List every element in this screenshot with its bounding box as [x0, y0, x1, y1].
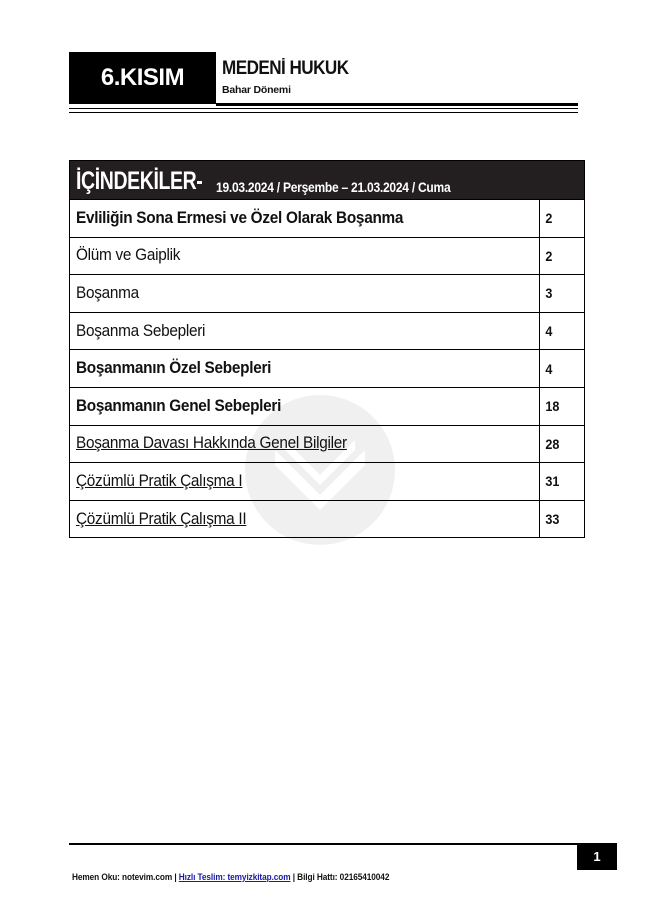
toc-entry-page: 4 [545, 323, 553, 340]
header-rule-thin [69, 112, 578, 113]
table-of-contents [69, 160, 585, 538]
toc-row [69, 238, 585, 276]
toc-entry-label: Boşanma [76, 283, 139, 302]
toc-row[interactable] [69, 501, 585, 539]
footer-rule [69, 843, 617, 845]
header-rule-thick [216, 103, 578, 106]
header-rule-thin [69, 108, 578, 109]
toc-entry-label: Boşanmanın Özel Sebepleri [76, 359, 272, 378]
toc-entry-label: Boşanmanın Genel Sebepleri [76, 396, 282, 415]
toc-header [69, 160, 585, 200]
footer-separator: | [174, 872, 177, 882]
toc-entry-page: 33 [545, 511, 560, 528]
toc-entry-label: Evliliğin Sona Ermesi ve Özel Olarak Boşanma [76, 208, 404, 227]
toc-entry-label: Ölüm ve Gaiplik [76, 246, 181, 265]
toc-entry-title[interactable] [70, 463, 540, 500]
toc-row [69, 388, 585, 426]
toc-entry-label: Boşanma Sebepleri [76, 321, 206, 340]
toc-entry-page: 2 [545, 210, 553, 227]
footer-hotline: Bilgi Hattı: 02165410042 [297, 872, 390, 882]
toc-entry-label[interactable]: Çözümlü Pratik Çalışma I [76, 471, 243, 490]
toc-entry-title [70, 313, 540, 350]
toc-entry-page: 2 [545, 247, 553, 264]
toc-title: İÇİNDEKİLER- [76, 167, 203, 195]
toc-row[interactable] [69, 426, 585, 464]
toc-entry-page: 3 [545, 285, 553, 302]
term-label: Bahar Dönemi [222, 84, 291, 96]
toc-entry-title[interactable] [70, 501, 540, 538]
toc-row[interactable] [69, 463, 585, 501]
course-title: MEDENİ HUKUK [222, 58, 349, 79]
toc-entry-page: 28 [545, 435, 560, 452]
footer-read-text: Hemen Oku: notevim.com [72, 872, 173, 882]
toc-entry-title [70, 388, 540, 425]
toc-row [69, 313, 585, 351]
toc-dates: 19.03.2024 / Perşembe – 21.03.2024 / Cuma [216, 179, 451, 195]
toc-entry-title [70, 275, 540, 312]
toc-entry-label[interactable]: Boşanma Davası Hakkında Genel Bilgiler [76, 434, 347, 453]
toc-entry-title [70, 200, 540, 237]
toc-entry-page: 4 [545, 360, 553, 377]
part-label: 6.KISIM [69, 52, 216, 104]
toc-entry-title [70, 238, 540, 275]
toc-entry-title[interactable] [70, 426, 540, 463]
toc-entry-page: 18 [545, 398, 560, 415]
page-number: 1 [577, 843, 617, 870]
toc-row [69, 275, 585, 313]
toc-row [69, 350, 585, 388]
toc-row [69, 200, 585, 238]
toc-entry-label[interactable]: Çözümlü Pratik Çalışma II [76, 509, 247, 528]
toc-entry-title [70, 350, 540, 387]
toc-entry-page: 31 [545, 473, 560, 490]
footer-info [72, 872, 389, 882]
footer-separator: | [292, 872, 295, 882]
footer-delivery-link[interactable]: Hızlı Teslim: temyizkitap.com [178, 872, 291, 882]
